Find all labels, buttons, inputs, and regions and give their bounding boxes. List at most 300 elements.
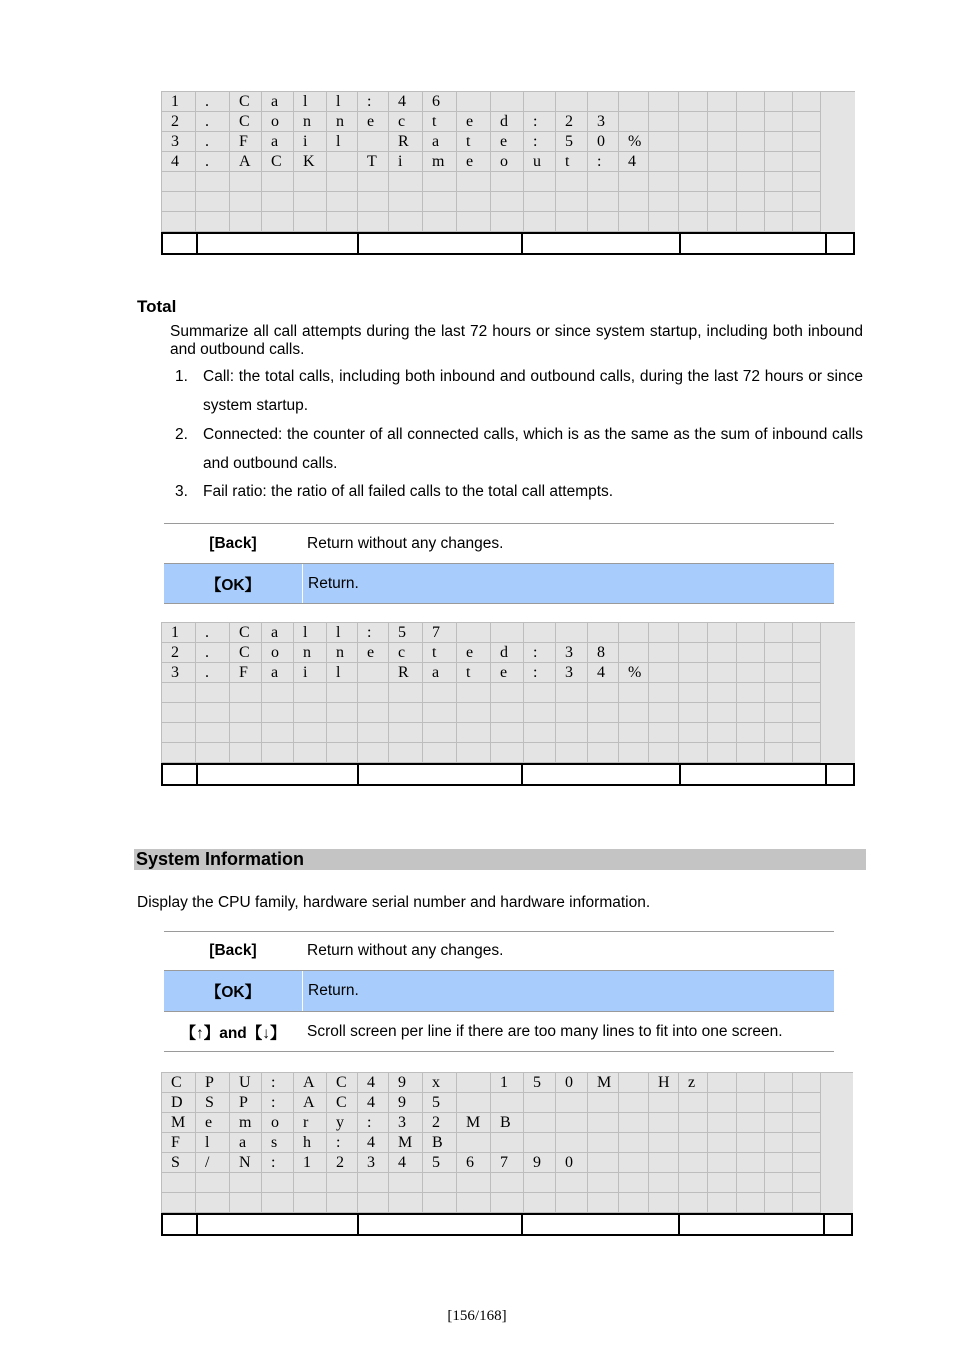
lcd-char-cell	[162, 683, 196, 703]
lcd-char-cell: 9	[389, 1093, 423, 1113]
lcd-char-cell: 2	[423, 1113, 457, 1133]
lcd-char-cell	[196, 743, 230, 763]
lcd-char-cell	[765, 663, 793, 683]
lcd-char-cell	[708, 743, 737, 763]
lcd-char-cell	[708, 1173, 737, 1193]
lcd-char-cell	[294, 683, 327, 703]
key-description: Return without any changes.	[307, 942, 504, 959]
lcd-char-cell	[491, 1173, 524, 1193]
lcd-char-cell: i	[294, 663, 327, 683]
lcd-char-cell	[457, 1093, 491, 1113]
lcd-char-cell	[491, 743, 524, 763]
lcd-char-cell	[358, 1173, 389, 1193]
lcd-char-cell	[588, 1153, 619, 1173]
lcd-char-cell	[765, 743, 793, 763]
lcd-char-cell	[389, 723, 423, 743]
lcd-char-cell	[737, 663, 765, 683]
lcd-char-cell	[230, 703, 262, 723]
lcd-char-cell	[556, 723, 588, 743]
lcd-char-cell	[423, 1193, 457, 1213]
lcd-char-cell	[737, 1153, 765, 1173]
lcd-char-cell	[162, 703, 196, 723]
key-label: [Back]	[209, 534, 257, 552]
lcd-char-cell: 0	[556, 1153, 588, 1173]
lcd-char-cell	[556, 1133, 588, 1153]
lcd-char-cell: 8	[588, 643, 619, 663]
lcd-char-cell: 2	[327, 1153, 358, 1173]
lcd-char-cell: C	[327, 1073, 358, 1093]
lcd-char-cell	[737, 1173, 765, 1193]
lcd-char-cell	[619, 172, 649, 192]
key-description: Return without any changes.	[307, 534, 504, 552]
lcd-char-cell: l	[294, 92, 327, 112]
lcd-char-cell: .	[196, 643, 230, 663]
softkey-slot	[359, 234, 523, 253]
lcd-char-cell	[491, 1193, 524, 1213]
lcd-char-cell	[619, 723, 649, 743]
lcd-char-cell: 3	[389, 1113, 423, 1133]
lcd-char-cell	[556, 1173, 588, 1193]
lcd-char-cell: t	[457, 663, 491, 683]
lcd-char-cell: n	[294, 112, 327, 132]
lcd-char-cell: a	[230, 1133, 262, 1153]
lcd-char-cell	[793, 192, 821, 212]
lcd-char-cell	[708, 1093, 737, 1113]
lcd-char-cell	[294, 723, 327, 743]
lcd-char-cell	[230, 212, 262, 232]
lcd-char-cell: F	[162, 1133, 196, 1153]
lcd-char-cell	[162, 723, 196, 743]
lcd-char-cell: .	[196, 132, 230, 152]
lcd-char-cell	[389, 683, 423, 703]
lcd-char-cell	[556, 1193, 588, 1213]
lcd-char-cell: %	[619, 132, 649, 152]
softkey-slot	[825, 1215, 851, 1234]
key-label: 【OK】	[164, 564, 303, 603]
lcd-char-cell	[619, 1133, 649, 1153]
lcd-char-cell: /	[196, 1153, 230, 1173]
lcd-char-cell	[708, 723, 737, 743]
lcd-char-cell	[327, 212, 358, 232]
lcd-char-cell	[765, 112, 793, 132]
lcd-char-cell: 1	[491, 1073, 524, 1093]
lcd-char-cell	[737, 1113, 765, 1133]
lcd-char-cell: 1	[162, 92, 196, 112]
lcd-char-cell: e	[491, 132, 524, 152]
lcd-char-cell	[649, 683, 679, 703]
lcd-char-cell	[649, 172, 679, 192]
lcd-char-cell	[457, 1173, 491, 1193]
lcd-char-cell	[524, 683, 556, 703]
lcd-char-cell	[619, 92, 649, 112]
lcd-char-cell	[230, 192, 262, 212]
lcd-char-cell	[230, 743, 262, 763]
lcd-char-cell	[556, 623, 588, 643]
lcd-char-cell	[262, 1173, 294, 1193]
lcd-char-cell: t	[423, 643, 457, 663]
lcd-char-cell	[793, 623, 821, 643]
lcd-char-cell: A	[294, 1093, 327, 1113]
lcd-char-cell: 1	[162, 623, 196, 643]
lcd-char-cell	[389, 192, 423, 212]
lcd-char-cell	[294, 703, 327, 723]
sysinfo-intro: Display the CPU family, hardware serial number and hardware information.	[137, 894, 651, 911]
lcd-char-cell	[649, 192, 679, 212]
lcd-char-cell	[162, 172, 196, 192]
softkey-slot	[198, 765, 360, 784]
lcd-char-cell: t	[423, 112, 457, 132]
lcd-char-cell: a	[423, 663, 457, 683]
lcd-char-cell	[524, 703, 556, 723]
lcd-grid	[161, 91, 855, 232]
lcd-char-cell	[793, 92, 821, 112]
lcd-char-cell: :	[262, 1093, 294, 1113]
lcd-char-cell	[423, 723, 457, 743]
lcd-char-cell: c	[389, 643, 423, 663]
lcd-char-cell: 6	[423, 92, 457, 112]
key-description: Return.	[308, 982, 359, 999]
lcd-char-cell	[708, 132, 737, 152]
lcd-char-cell: 3	[358, 1153, 389, 1173]
lcd-char-cell: 5	[423, 1153, 457, 1173]
lcd-char-cell	[793, 1113, 821, 1133]
lcd-char-cell: e	[196, 1113, 230, 1133]
lcd-char-cell: 4	[619, 152, 649, 172]
softkey-slot	[827, 234, 853, 253]
lcd-char-cell	[679, 212, 708, 232]
lcd-char-cell	[793, 743, 821, 763]
lcd-char-cell: C	[230, 623, 262, 643]
lcd-char-cell	[457, 743, 491, 763]
lcd-char-cell	[619, 1153, 649, 1173]
softkey-slot	[523, 234, 681, 253]
list-item-connected: Connected: the counter of all connected calls, which is as the same as the sum of inbound calls and outbound calls.	[203, 426, 863, 472]
lcd-char-cell	[491, 212, 524, 232]
lcd-char-cell	[649, 1173, 679, 1193]
lcd-char-cell	[524, 172, 556, 192]
lcd-char-cell	[793, 643, 821, 663]
lcd-char-cell	[491, 1093, 524, 1113]
lcd-char-cell	[423, 683, 457, 703]
lcd-char-cell	[294, 1193, 327, 1213]
lcd-char-cell	[765, 212, 793, 232]
lcd-char-cell: 4	[389, 1153, 423, 1173]
lcd-char-cell: 5	[556, 132, 588, 152]
lcd-char-cell: 4	[358, 1093, 389, 1113]
lcd-char-cell: D	[162, 1093, 196, 1113]
lcd-char-cell	[737, 683, 765, 703]
lcd-char-cell: t	[556, 152, 588, 172]
lcd-char-cell: e	[358, 643, 389, 663]
list-number: 3.	[175, 483, 188, 500]
lcd-char-cell	[389, 743, 423, 763]
lcd-char-cell	[708, 172, 737, 192]
lcd-char-cell	[793, 132, 821, 152]
lcd-char-cell	[679, 192, 708, 212]
lcd-char-cell	[679, 703, 708, 723]
lcd-char-cell	[524, 1173, 556, 1193]
lcd-char-cell: l	[327, 92, 358, 112]
lcd-char-cell	[196, 703, 230, 723]
lcd-char-cell	[765, 1133, 793, 1153]
lcd-char-cell	[765, 152, 793, 172]
lcd-char-cell	[588, 172, 619, 192]
lcd-char-cell: 3	[162, 663, 196, 683]
lcd-char-cell	[294, 1173, 327, 1193]
lcd-char-cell: e	[491, 663, 524, 683]
lcd-char-cell	[262, 212, 294, 232]
lcd-char-cell	[196, 172, 230, 192]
lcd-char-cell	[649, 92, 679, 112]
lcd-char-cell: d	[491, 643, 524, 663]
lcd-char-cell	[230, 1173, 262, 1193]
lcd-char-cell	[619, 703, 649, 723]
lcd-char-cell	[619, 1113, 649, 1133]
softkey-slot	[681, 234, 828, 253]
lcd-char-cell: 7	[423, 623, 457, 643]
softkey-slot	[198, 1215, 360, 1234]
lcd-char-cell	[679, 112, 708, 132]
lcd-char-cell	[327, 1193, 358, 1213]
lcd-char-cell	[765, 132, 793, 152]
lcd-char-cell	[737, 112, 765, 132]
lcd-char-cell	[524, 1133, 556, 1153]
lcd-char-cell	[294, 172, 327, 192]
lcd-char-cell	[327, 192, 358, 212]
lcd-char-cell	[588, 743, 619, 763]
page-number: [156/168]	[447, 1308, 507, 1324]
lcd-char-cell: c	[389, 112, 423, 132]
lcd-char-cell: l	[196, 1133, 230, 1153]
lcd-char-cell: 5	[423, 1093, 457, 1113]
lcd-char-cell: .	[196, 112, 230, 132]
lcd-char-cell: A	[230, 152, 262, 172]
lcd-char-cell	[765, 683, 793, 703]
lcd-char-cell: l	[327, 663, 358, 683]
lcd-char-cell	[619, 192, 649, 212]
lcd-char-cell	[708, 1113, 737, 1133]
lcd-char-cell	[327, 1173, 358, 1193]
lcd-char-cell: 4	[358, 1133, 389, 1153]
lcd-char-cell: 0	[556, 1073, 588, 1093]
lcd-char-cell	[765, 1093, 793, 1113]
lcd-char-cell	[649, 132, 679, 152]
lcd-char-cell	[708, 1133, 737, 1153]
lcd-char-cell: n	[327, 112, 358, 132]
lcd-char-cell	[708, 1153, 737, 1173]
lcd-char-cell	[327, 683, 358, 703]
lcd-char-cell	[765, 1173, 793, 1193]
lcd-char-cell: .	[196, 663, 230, 683]
lcd-char-cell: 0	[588, 132, 619, 152]
lcd-char-cell: 4	[162, 152, 196, 172]
lcd-char-cell: z	[679, 1073, 708, 1093]
lcd-char-cell: m	[230, 1113, 262, 1133]
lcd-char-cell: s	[262, 1133, 294, 1153]
lcd-char-cell: l	[327, 623, 358, 643]
lcd-char-cell	[737, 643, 765, 663]
lcd-char-cell	[491, 703, 524, 723]
lcd-char-cell	[230, 683, 262, 703]
lcd-char-cell	[457, 1073, 491, 1093]
lcd-char-cell	[162, 1173, 196, 1193]
lcd-char-cell	[708, 643, 737, 663]
lcd-char-cell: :	[524, 643, 556, 663]
softkey-slot	[680, 1215, 826, 1234]
lcd-char-cell: l	[294, 623, 327, 643]
lcd-char-cell: A	[294, 1073, 327, 1093]
lcd-char-cell	[588, 92, 619, 112]
lcd-char-cell	[679, 132, 708, 152]
lcd-char-cell	[262, 743, 294, 763]
lcd-char-cell: M	[162, 1113, 196, 1133]
lcd-char-cell: 4	[358, 1073, 389, 1093]
lcd-char-cell	[679, 1113, 708, 1133]
lcd-char-cell	[793, 683, 821, 703]
lcd-char-cell	[649, 1193, 679, 1213]
lcd-char-cell: a	[262, 623, 294, 643]
lcd-char-cell	[737, 623, 765, 643]
lcd-char-cell	[679, 172, 708, 192]
lcd-char-cell	[358, 192, 389, 212]
lcd-char-cell	[524, 743, 556, 763]
lcd-char-cell: 4	[389, 92, 423, 112]
section-heading-total: Total	[137, 297, 177, 316]
lcd-screen-call-stats-1	[161, 91, 855, 255]
lcd-char-cell	[262, 723, 294, 743]
key-description: Scroll screen per line if there are too many lines to fit into one screen.	[307, 1022, 783, 1040]
lcd-char-cell: U	[230, 1073, 262, 1093]
lcd-char-cell	[619, 683, 649, 703]
lcd-char-cell	[389, 212, 423, 232]
lcd-char-cell	[262, 172, 294, 192]
lcd-char-cell	[588, 192, 619, 212]
lcd-char-cell: 5	[389, 623, 423, 643]
softkey-slot	[523, 765, 681, 784]
lcd-char-cell	[793, 1173, 821, 1193]
lcd-char-cell	[358, 723, 389, 743]
lcd-char-cell: B	[423, 1133, 457, 1153]
lcd-char-cell	[327, 743, 358, 763]
lcd-char-cell	[588, 1173, 619, 1193]
lcd-char-cell: i	[294, 132, 327, 152]
lcd-char-cell	[491, 683, 524, 703]
lcd-char-cell	[423, 172, 457, 192]
lcd-char-cell	[793, 212, 821, 232]
softkey-slot	[163, 765, 198, 784]
lcd-char-cell	[556, 683, 588, 703]
lcd-char-cell	[294, 212, 327, 232]
lcd-char-cell	[679, 1173, 708, 1193]
lcd-char-cell	[423, 743, 457, 763]
list-item-call: Call: the total calls, including both inbound and outbound calls, during the last 72 hours or since system startup.	[203, 368, 863, 414]
lcd-char-cell	[708, 112, 737, 132]
lcd-char-cell	[679, 92, 708, 112]
lcd-char-cell: :	[358, 92, 389, 112]
key-label: [Back]	[209, 942, 257, 959]
lcd-char-cell	[358, 212, 389, 232]
lcd-char-cell: o	[262, 1113, 294, 1133]
lcd-char-cell	[196, 192, 230, 212]
lcd-char-cell	[556, 192, 588, 212]
lcd-char-cell	[679, 1193, 708, 1213]
lcd-char-cell	[793, 1133, 821, 1153]
lcd-char-cell: C	[262, 152, 294, 172]
lcd-char-cell	[389, 1193, 423, 1213]
lcd-char-cell	[556, 92, 588, 112]
lcd-char-cell	[230, 723, 262, 743]
lcd-char-cell	[457, 92, 491, 112]
lcd-char-cell: F	[230, 132, 262, 152]
total-intro: Summarize all call attempts during the last 72 hours or since system startup, including both inbound and outbound calls.	[170, 323, 863, 358]
lcd-char-cell	[327, 172, 358, 192]
lcd-char-cell	[708, 703, 737, 723]
lcd-char-cell	[679, 152, 708, 172]
softkey-slot	[523, 1215, 680, 1234]
lcd-char-cell: .	[196, 623, 230, 643]
lcd-char-cell: a	[423, 132, 457, 152]
lcd-char-cell: 9	[389, 1073, 423, 1093]
lcd-char-cell	[588, 1093, 619, 1113]
lcd-char-cell: i	[389, 152, 423, 172]
lcd-char-cell: :	[524, 663, 556, 683]
lcd-char-cell	[737, 132, 765, 152]
lcd-char-cell	[294, 743, 327, 763]
lcd-char-cell	[737, 192, 765, 212]
lcd-char-cell	[619, 643, 649, 663]
lcd-char-cell	[457, 1193, 491, 1213]
key-row-scroll	[164, 1012, 834, 1052]
lcd-char-cell	[457, 1133, 491, 1153]
lcd-char-cell	[649, 723, 679, 743]
lcd-char-cell: 2	[162, 643, 196, 663]
lcd-char-cell	[737, 1073, 765, 1093]
lcd-char-cell	[619, 1093, 649, 1113]
softkey-slot	[359, 1215, 523, 1234]
lcd-char-cell	[737, 1193, 765, 1213]
lcd-char-cell	[679, 663, 708, 683]
lcd-char-cell: :	[524, 132, 556, 152]
lcd-char-cell	[679, 643, 708, 663]
lcd-char-cell	[708, 663, 737, 683]
lcd-char-cell: e	[457, 152, 491, 172]
key-table-sysinfo	[164, 931, 834, 1052]
lcd-char-cell: C	[230, 643, 262, 663]
lcd-char-cell: n	[294, 643, 327, 663]
lcd-char-cell	[765, 723, 793, 743]
lcd-char-cell	[793, 112, 821, 132]
lcd-char-cell	[262, 703, 294, 723]
lcd-char-cell: M	[588, 1073, 619, 1093]
lcd-char-cell	[358, 1193, 389, 1213]
lcd-char-cell: K	[294, 152, 327, 172]
lcd-char-cell: N	[230, 1153, 262, 1173]
lcd-char-cell	[524, 1093, 556, 1113]
lcd-char-cell	[423, 703, 457, 723]
lcd-char-cell	[708, 192, 737, 212]
lcd-char-cell	[765, 1193, 793, 1213]
lcd-char-cell: u	[524, 152, 556, 172]
lcd-char-cell: 6	[457, 1153, 491, 1173]
lcd-char-cell	[708, 1073, 737, 1093]
lcd-char-cell	[619, 1193, 649, 1213]
lcd-char-cell	[588, 1113, 619, 1133]
lcd-char-cell	[358, 172, 389, 192]
lcd-char-cell	[679, 1133, 708, 1153]
lcd-char-cell	[556, 1113, 588, 1133]
lcd-char-cell	[162, 212, 196, 232]
lcd-char-cell	[765, 172, 793, 192]
